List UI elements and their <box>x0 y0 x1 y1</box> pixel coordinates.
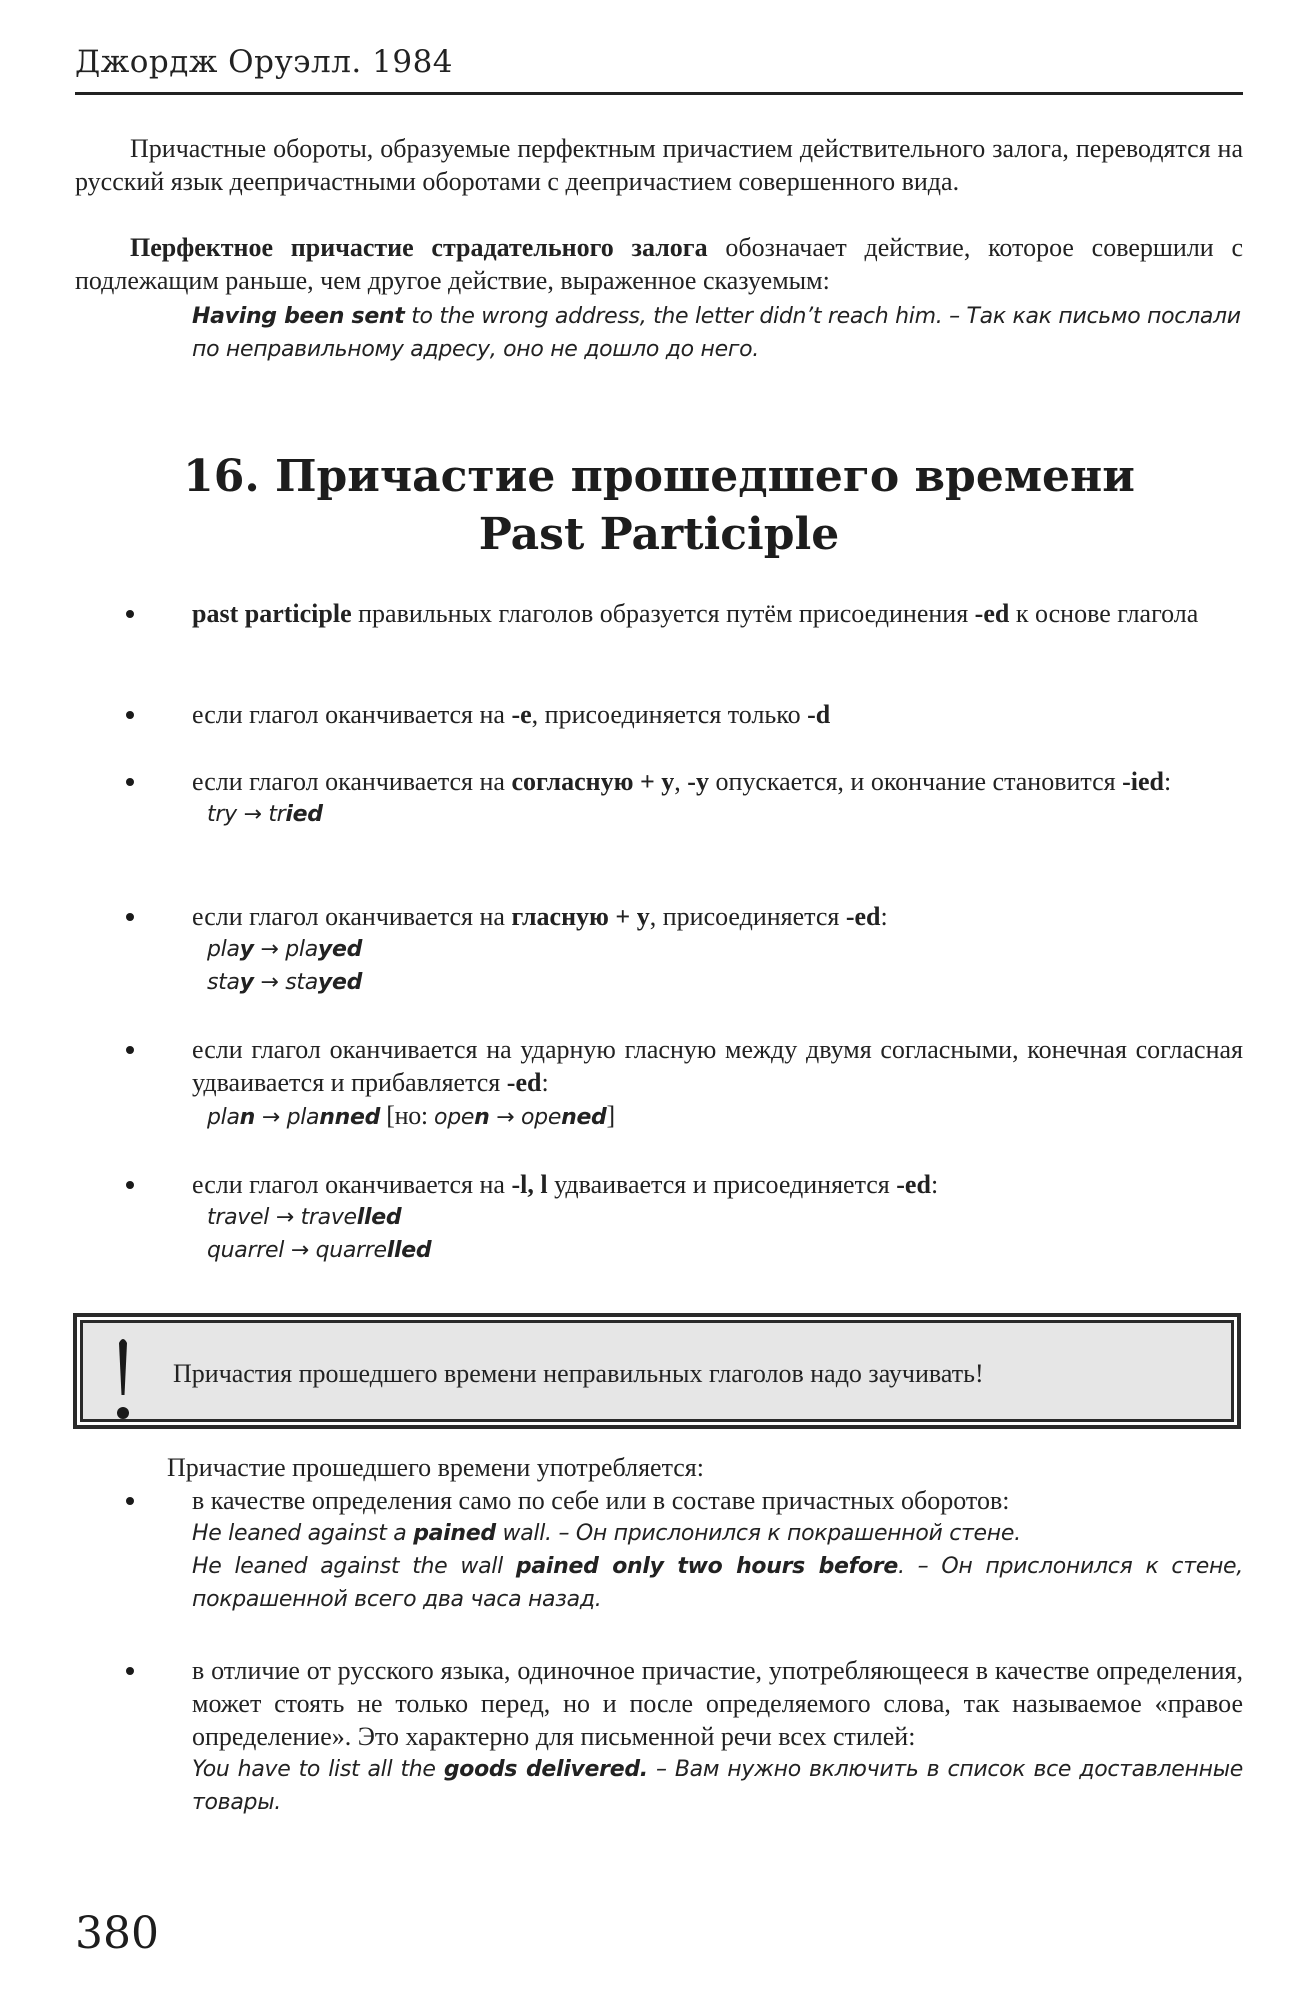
intro-example <box>192 300 1243 366</box>
example-run: trave <box>300 1205 357 1230</box>
example-run: pla <box>207 1105 240 1130</box>
callout-box <box>73 1313 1241 1429</box>
example-run: → <box>284 1238 316 1263</box>
example-run: [но: <box>380 1101 435 1130</box>
example-run: travel <box>207 1205 270 1230</box>
example-run: pla <box>285 937 318 962</box>
rule-item <box>75 765 1243 831</box>
term-bold: Перфектное причастие страдательного залога <box>130 233 708 262</box>
usage-example <box>192 1550 1243 1616</box>
example-run: . – Он прислонился к стене, покрашенной всего два часа назад. <box>192 1554 1243 1612</box>
bullet-icon <box>126 610 134 618</box>
rule-text-run: если глагол оканчивается на <box>192 700 512 729</box>
example-run: ned <box>561 1105 607 1130</box>
rule-text-run: , присоединяется только <box>531 700 808 729</box>
usage-body <box>192 1484 1243 1616</box>
page-number: 380 <box>75 1908 159 1959</box>
example-run: tr <box>268 802 286 827</box>
rule-item <box>75 597 1243 630</box>
example-run: try <box>207 802 237 827</box>
rule-text <box>192 698 1243 731</box>
example-run: ied <box>285 802 323 827</box>
rule-text-run: : <box>880 902 888 931</box>
usage-example <box>192 1753 1243 1819</box>
chapter-title-en: Past Participle <box>478 509 840 560</box>
rule-body <box>192 597 1243 630</box>
exclamation-icon <box>116 1335 130 1423</box>
bullet-icon <box>126 711 134 719</box>
example-run: goods delivered. <box>443 1757 648 1782</box>
example-run: → <box>253 970 286 995</box>
example-run: quarrel <box>207 1238 285 1263</box>
callout-inner <box>80 1320 1234 1422</box>
example-run: y <box>239 937 254 962</box>
rule-text-run: если глагол оканчивается на <box>192 767 512 796</box>
rule-item <box>75 900 1243 999</box>
rule-text-run: : <box>1163 767 1172 796</box>
rule-text-run: -ed <box>506 1068 542 1097</box>
example-run: quarre <box>315 1238 387 1263</box>
callout-text: Причастия прошедшего времени неправильных глаголов надо заучивать! <box>173 1359 984 1388</box>
example-run: n <box>239 1105 256 1130</box>
rule-text-run: , <box>674 767 688 796</box>
usage-body <box>192 1654 1243 1819</box>
example-run: → <box>269 1205 301 1230</box>
example-run: – Вам нужно включить в список все доставленные товары. <box>192 1757 1243 1815</box>
example-run: He leaned against a <box>192 1521 414 1546</box>
rule-text-run: -l, l <box>511 1170 548 1199</box>
rule-text-run: согласную + y <box>511 767 675 796</box>
rule-text-run: правильных глаголов образуется путём присоединения <box>351 599 975 628</box>
rule-text-run: удваивается и присоединяется <box>547 1170 897 1199</box>
example-run: He leaned against the wall <box>192 1554 516 1579</box>
bullet-icon <box>126 1497 134 1505</box>
usage-item <box>75 1654 1243 1819</box>
bullet-icon <box>126 913 134 921</box>
rule-body <box>192 900 1243 999</box>
rule-text-run: если глагол оканчивается на <box>192 1170 512 1199</box>
example-run: pained <box>413 1521 496 1546</box>
rule-text-run: к основе глагола <box>1009 599 1199 628</box>
rule-text-run: : <box>541 1068 549 1097</box>
example-run: sta <box>207 970 240 995</box>
rule-text-run: -ed <box>974 599 1010 628</box>
intro-paragraph-2-text: обозначает действие, которое совершили с подлежащим раньше, чем другое действие, выраженное сказуемым: <box>75 233 1243 295</box>
rule-text-run: past participle <box>192 599 352 628</box>
example-bold: Having been sent <box>192 304 405 329</box>
example-run: n <box>474 1105 490 1130</box>
rule-text <box>192 597 1243 630</box>
rule-text-run: -ed <box>845 902 881 931</box>
example-run: y <box>239 970 254 995</box>
rule-text-run: если глагол оканчивается на ударную гласную между двумя согласными, конечная согласная удваивается и прибавляется <box>192 1035 1243 1097</box>
example-run: pla <box>286 1105 320 1130</box>
header-rule <box>75 92 1243 95</box>
bullet-icon <box>126 1181 134 1189</box>
rule-text-run: : <box>930 1170 939 1199</box>
rule-text-run: -e <box>511 700 532 729</box>
intro-paragraph-2 <box>75 231 1243 297</box>
rule-item <box>75 698 1243 731</box>
rule-text-run: -ied <box>1122 767 1164 796</box>
usage-text: в отличие от русского языка, одиночное причастие, употребляющееся в качестве определения, может стоять не только перед, но и после определяемого слова, так называемое «правое определение». Это характерно для письменной речи всех стилей: <box>192 1656 1243 1751</box>
example-run: yed <box>317 970 363 995</box>
rule-text <box>192 1168 1243 1201</box>
example-run: → <box>489 1105 522 1130</box>
usage-example <box>192 1517 1243 1550</box>
example-text: to the wrong address, the letter didn’t reach him. – Так как письмо послали по неправильному адресу, оно не дошло до него. <box>192 304 1241 362</box>
rule-item <box>75 1168 1243 1267</box>
rule-item <box>75 1033 1243 1134</box>
rule-text-run: , присоединяется <box>649 902 846 931</box>
rule-text <box>192 1033 1243 1099</box>
rule-text-run: -d <box>807 700 831 729</box>
rule-body <box>192 765 1243 831</box>
rule-text-run: гласную + y <box>511 902 650 931</box>
example-run: sta <box>285 970 318 995</box>
bullet-icon <box>126 778 134 786</box>
bullet-icon <box>126 1667 134 1675</box>
rule-body <box>192 1168 1243 1267</box>
usage-item <box>75 1484 1243 1616</box>
example-run: lled <box>356 1205 402 1230</box>
rule-text-run: если глагол оканчивается на <box>192 902 512 931</box>
rule-text-run: опускается, и окончание становится <box>708 767 1123 796</box>
chapter-title-ru: 16. Причастие прошедшего времени <box>183 451 1135 502</box>
example-run: → <box>255 1105 287 1130</box>
example-run: pla <box>207 937 240 962</box>
example-run: pained only two hours before <box>515 1554 898 1579</box>
example-run: ope <box>434 1105 475 1130</box>
rule-example <box>207 798 1243 831</box>
rule-text-run: -y <box>687 767 709 796</box>
example-run: ] <box>606 1101 615 1130</box>
usage-intro: Причастие прошедшего времени употребляется: <box>167 1453 704 1482</box>
rule-example <box>207 1099 1243 1134</box>
rule-example <box>207 1234 1243 1267</box>
rule-text <box>192 900 1243 933</box>
rule-example <box>207 1201 1243 1234</box>
running-head: Джордж Оруэлл. 1984 <box>75 44 454 80</box>
example-run: You have to list all the <box>192 1757 444 1782</box>
example-run: lled <box>386 1238 432 1263</box>
rule-text-run: -ed <box>896 1170 931 1199</box>
intro-paragraph-1: Причастные обороты, образуемые перфектным причастием действительного залога, переводятся на русский язык деепричастными оборотами с деепричастием совершенного вида. <box>75 134 1243 196</box>
example-run: yed <box>317 937 363 962</box>
rule-example <box>207 933 1243 966</box>
example-run: wall. – Он прислонился к покрашенной стене. <box>495 1521 1021 1546</box>
rule-example <box>207 966 1243 999</box>
example-run: → <box>253 937 286 962</box>
bullet-icon <box>126 1046 134 1054</box>
rule-body <box>192 698 1243 731</box>
usage-text: в качестве определения само по себе или в составе причастных оборотов: <box>192 1486 1010 1515</box>
example-run: ope <box>521 1105 562 1130</box>
rule-text <box>192 765 1243 798</box>
example-run: nned <box>319 1105 381 1130</box>
rule-body <box>192 1033 1243 1134</box>
example-run: → <box>236 802 269 827</box>
chapter-title <box>75 448 1243 564</box>
